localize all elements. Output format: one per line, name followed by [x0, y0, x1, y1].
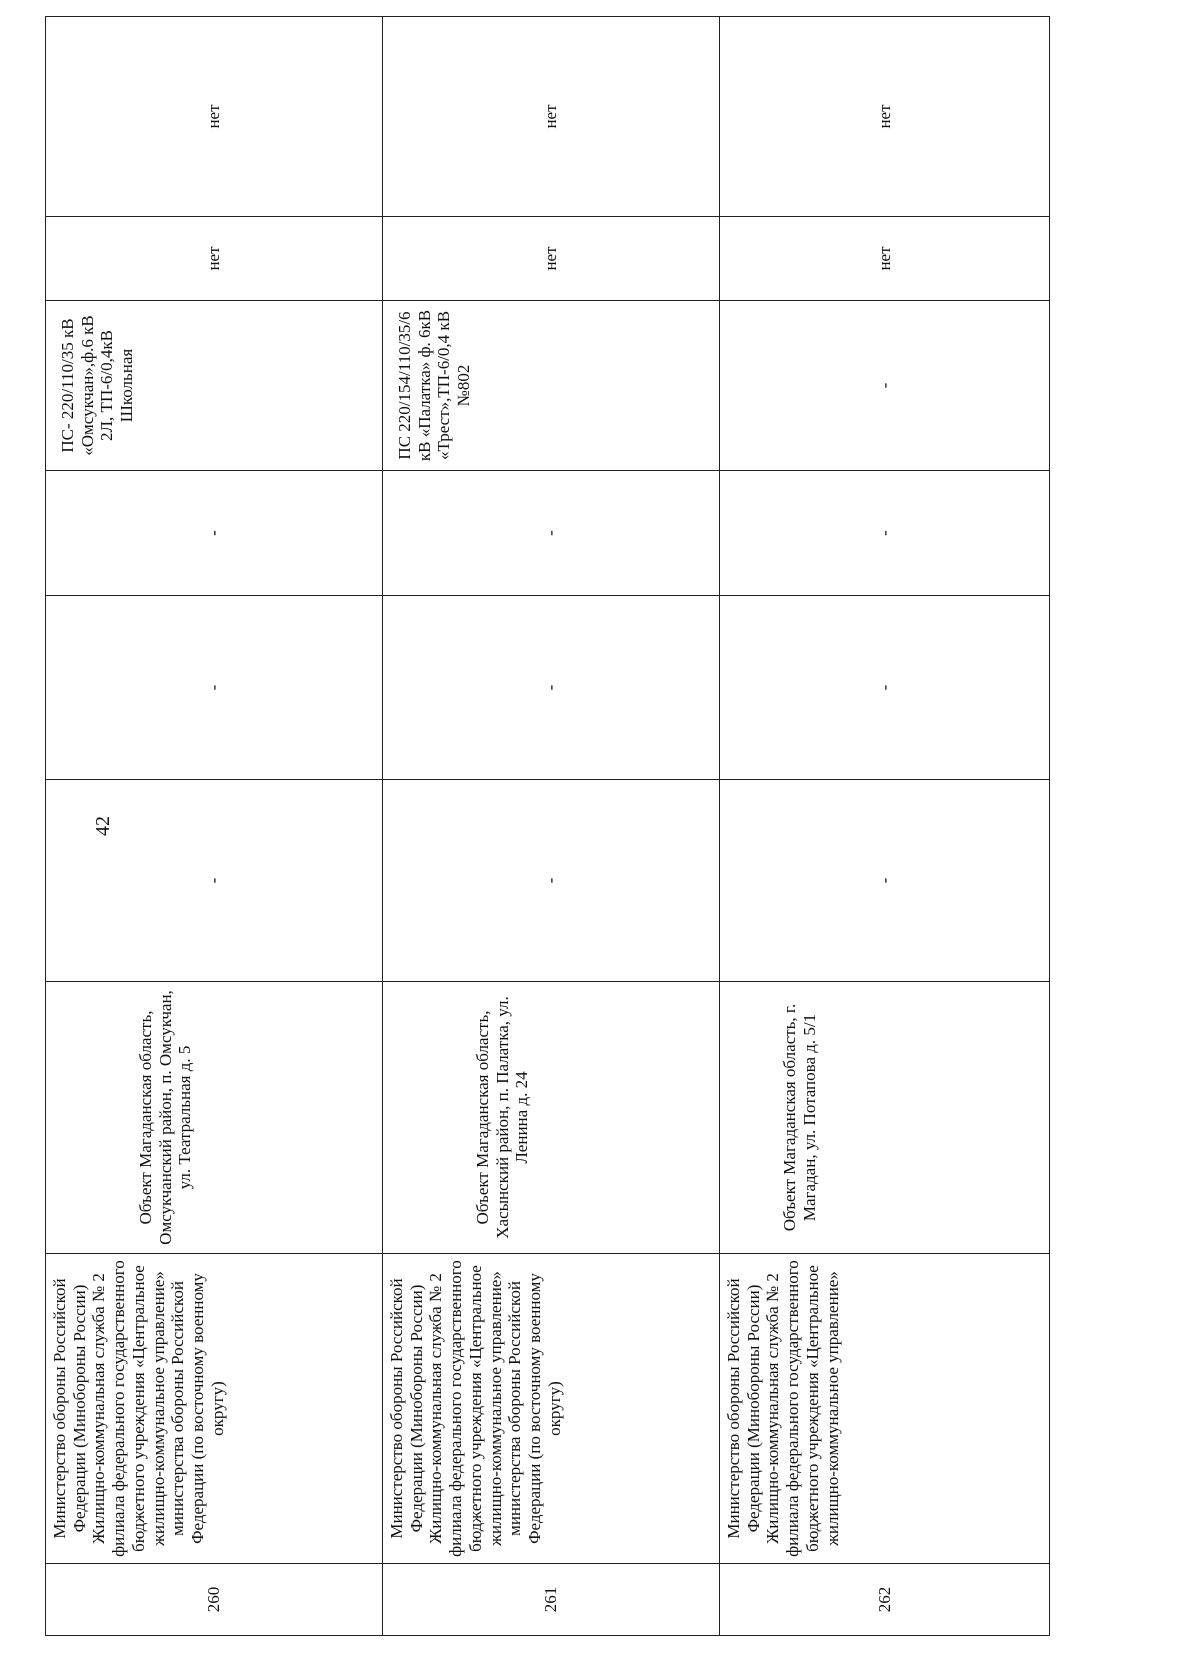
row-number: 262 — [720, 1564, 1050, 1636]
empty-cell: - — [46, 471, 383, 596]
address-cell: Объект Магаданская область, г. Магадан, ул. Потапова д. 5/1 — [720, 982, 1050, 1254]
power-source-cell: - — [720, 301, 1050, 471]
table-row — [720, 17, 1050, 1636]
owner-cell: Министерство обороны Российской Федерации (Минобороны России) Жилищно-коммунальная служба № 2 филиала федерального государственного бюджетного учреждения «Центральное жилищно-коммунальное управление» министерства обороны Российской Федерации (по восточному военному округу) — [383, 1254, 720, 1564]
flag-cell: нет — [720, 217, 1050, 301]
owner-cell: Министерство обороны Российской Федерации (Минобороны России) Жилищно-коммунальная служба № 2 филиала федерального государственного бюджетного учреждения «Центральное жилищно-коммунальное управление» — [720, 1254, 1050, 1564]
empty-cell: - — [383, 596, 720, 780]
flag-cell: нет — [383, 217, 720, 301]
address-cell: Объект Магаданская область, Хасынский район, п. Палатка, ул. Ленина д. 24 — [383, 982, 720, 1254]
table-row — [46, 17, 383, 1636]
table-row — [383, 17, 720, 1636]
empty-cell: - — [720, 471, 1050, 596]
empty-cell: - — [383, 780, 720, 982]
power-source-cell: ПС 220/154/110/35/6 кВ «Палатка» ф. 6кВ «Трест»,ТП-6/0,4 кВ №802 — [383, 301, 720, 471]
power-source-cell: ПС- 220/110/35 кВ «Омсукчан»,ф.6 кВ 2Л, ТП-6/0,4кВ Школьная — [46, 301, 383, 471]
row-number: 261 — [383, 1564, 720, 1636]
empty-cell: - — [383, 471, 720, 596]
empty-cell: - — [720, 780, 1050, 982]
row-number: 260 — [46, 1564, 383, 1636]
address-cell: Объект Магаданская область, Омсукчанский район, п. Омсукчан, ул. Театральная д. 5 — [46, 982, 383, 1254]
empty-cell: - — [46, 780, 383, 982]
last-cell: нет — [720, 17, 1050, 217]
page-number: 42 — [92, 816, 114, 836]
data-table — [45, 16, 1050, 1636]
last-cell: нет — [383, 17, 720, 217]
flag-cell: нет — [46, 217, 383, 301]
owner-cell: Министерство обороны Российской Федерации (Минобороны России) Жилищно-коммунальная служба № 2 филиала федерального государственного бюджетного учреждения «Центральное жилищно-коммунальное управление» министерства обороны Российской Федерации (по восточному военному округу) — [46, 1254, 383, 1564]
empty-cell: - — [46, 596, 383, 780]
last-cell: нет — [46, 17, 383, 217]
empty-cell: - — [720, 596, 1050, 780]
